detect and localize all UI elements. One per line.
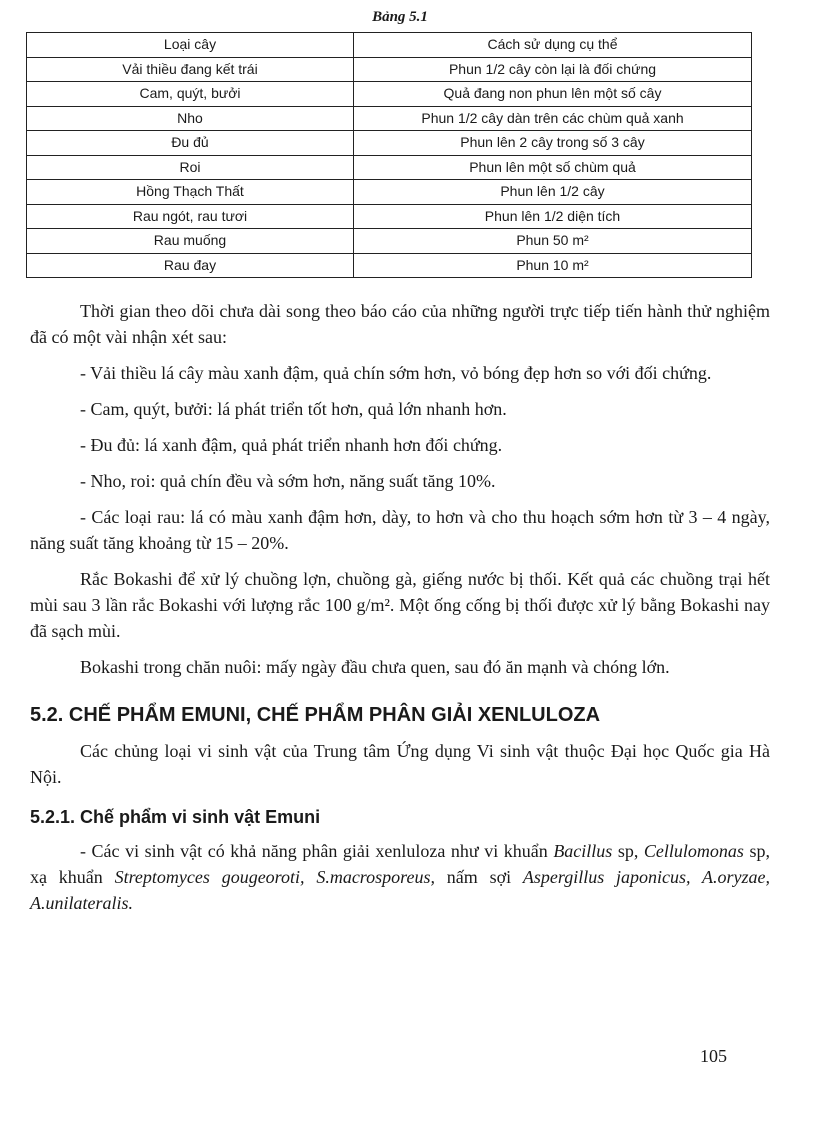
text-run: sp,: [612, 841, 644, 861]
table-row: [27, 57, 752, 82]
body-text: [30, 298, 770, 926]
paragraph: - Cam, quýt, bưởi: lá phát triển tốt hơn, quả lớn nhanh hơn.: [80, 399, 507, 419]
cell-usage: Phun 1/2 cây còn lại là đối chứng: [354, 57, 752, 82]
cell-usage: Phun 50 m²: [354, 229, 752, 254]
species-name: Bacillus: [553, 841, 613, 861]
table-row: [27, 229, 752, 254]
header-usage: Cách sử dụng cụ thể: [354, 33, 752, 58]
page-number: 105: [700, 1046, 727, 1066]
cell-usage: Phun 1/2 cây dàn trên các chùm quả xanh: [354, 106, 752, 131]
cell-plant: Rau ngót, rau tươi: [27, 204, 354, 229]
cell-usage: Phun lên 2 cây trong số 3 cây: [354, 131, 752, 156]
subsection-heading: 5.2.1. Chế phẩm vi sinh vật Emuni: [30, 807, 321, 827]
cell-usage: Phun 10 m²: [354, 253, 752, 278]
table-row: [27, 82, 752, 107]
table-caption: Bảng 5.1: [372, 9, 428, 25]
species-name: Aspergillus japonicus, A.oryzae, A.unilateralis.: [30, 867, 770, 913]
cell-plant: Nho: [27, 106, 354, 131]
table-row: [27, 155, 752, 180]
header-plant-type: Loại cây: [27, 33, 354, 58]
cell-plant: Cam, quýt, bưởi: [27, 82, 354, 107]
paragraph: Thời gian theo dõi chưa dài song theo báo cáo của những người trực tiếp tiến hành thử nghiệm đã có một vài nhận xét sau:: [30, 301, 770, 347]
cell-plant: Hồng Thạch Thất: [27, 180, 354, 205]
paragraph: - Nho, roi: quả chín đều và sớm hơn, năng suất tăng 10%.: [80, 471, 496, 491]
cell-usage: Phun lên 1/2 cây: [354, 180, 752, 205]
table-row: [27, 106, 752, 131]
paragraph: Rắc Bokashi để xử lý chuồng lợn, chuồng gà, giếng nước bị thối. Kết quả các chuồng trại hết mùi sau 3 lần rắc Bokashi với lượng rắc 100 g/m². Một ống cống bị thối được xử lý bằng Bokashi nay đã sạch mùi.: [30, 569, 770, 641]
paragraph: - Các loại rau: lá có màu xanh đậm hơn, dày, to hơn và cho thu hoạch sớm hơn từ 3 – 4 ngày, năng suất tăng khoảng từ 15 – 20%.: [30, 507, 770, 553]
paragraph: Các chủng loại vi sinh vật của Trung tâm Ứng dụng Vi sinh vật thuộc Đại học Quốc gia Hà Nội.: [30, 741, 770, 787]
table-row: [27, 204, 752, 229]
cell-usage: Quả đang non phun lên một số cây: [354, 82, 752, 107]
text-run: - Các vi sinh vật có khả năng phân giải xenluloza như vi khuẩn: [80, 841, 554, 861]
section-heading: 5.2. CHẾ PHẨM EMUNI, CHẾ PHẨM PHÂN GIẢI XENLULOZA: [30, 704, 601, 726]
document-page: [30, 0, 770, 913]
paragraph: - Đu đủ: lá xanh đậm, quả phát triển nhanh hơn đối chứng.: [80, 435, 503, 455]
table-header-row: [27, 33, 752, 58]
paragraph: - Vải thiều lá cây màu xanh đậm, quả chín sớm hơn, vỏ bóng đẹp hơn so với đối chứng.: [80, 363, 712, 383]
cell-usage: Phun lên 1/2 diện tích: [354, 204, 752, 229]
species-name: Streptomyces gougeoroti, S.macrosporeus,: [114, 867, 435, 887]
cell-plant: Roi: [27, 155, 354, 180]
text-run: nấm sợi: [434, 867, 523, 887]
text-run: sp, xạ khuẩn: [30, 841, 770, 887]
paragraph-microbes: [30, 838, 770, 916]
cell-usage: Phun lên một số chùm quả: [354, 155, 752, 180]
cell-plant: Vải thiều đang kết trái: [27, 57, 354, 82]
table-row: [27, 131, 752, 156]
paragraph: Bokashi trong chăn nuôi: mấy ngày đầu chưa quen, sau đó ăn mạnh và chóng lớn.: [80, 657, 670, 677]
species-name: Cellulomonas: [643, 841, 744, 861]
cell-plant: Rau muống: [27, 229, 354, 254]
table-row: [27, 180, 752, 205]
usage-table: [26, 32, 752, 278]
table-row: [27, 253, 752, 278]
cell-plant: Đu đủ: [27, 131, 354, 156]
cell-plant: Rau đay: [27, 253, 354, 278]
